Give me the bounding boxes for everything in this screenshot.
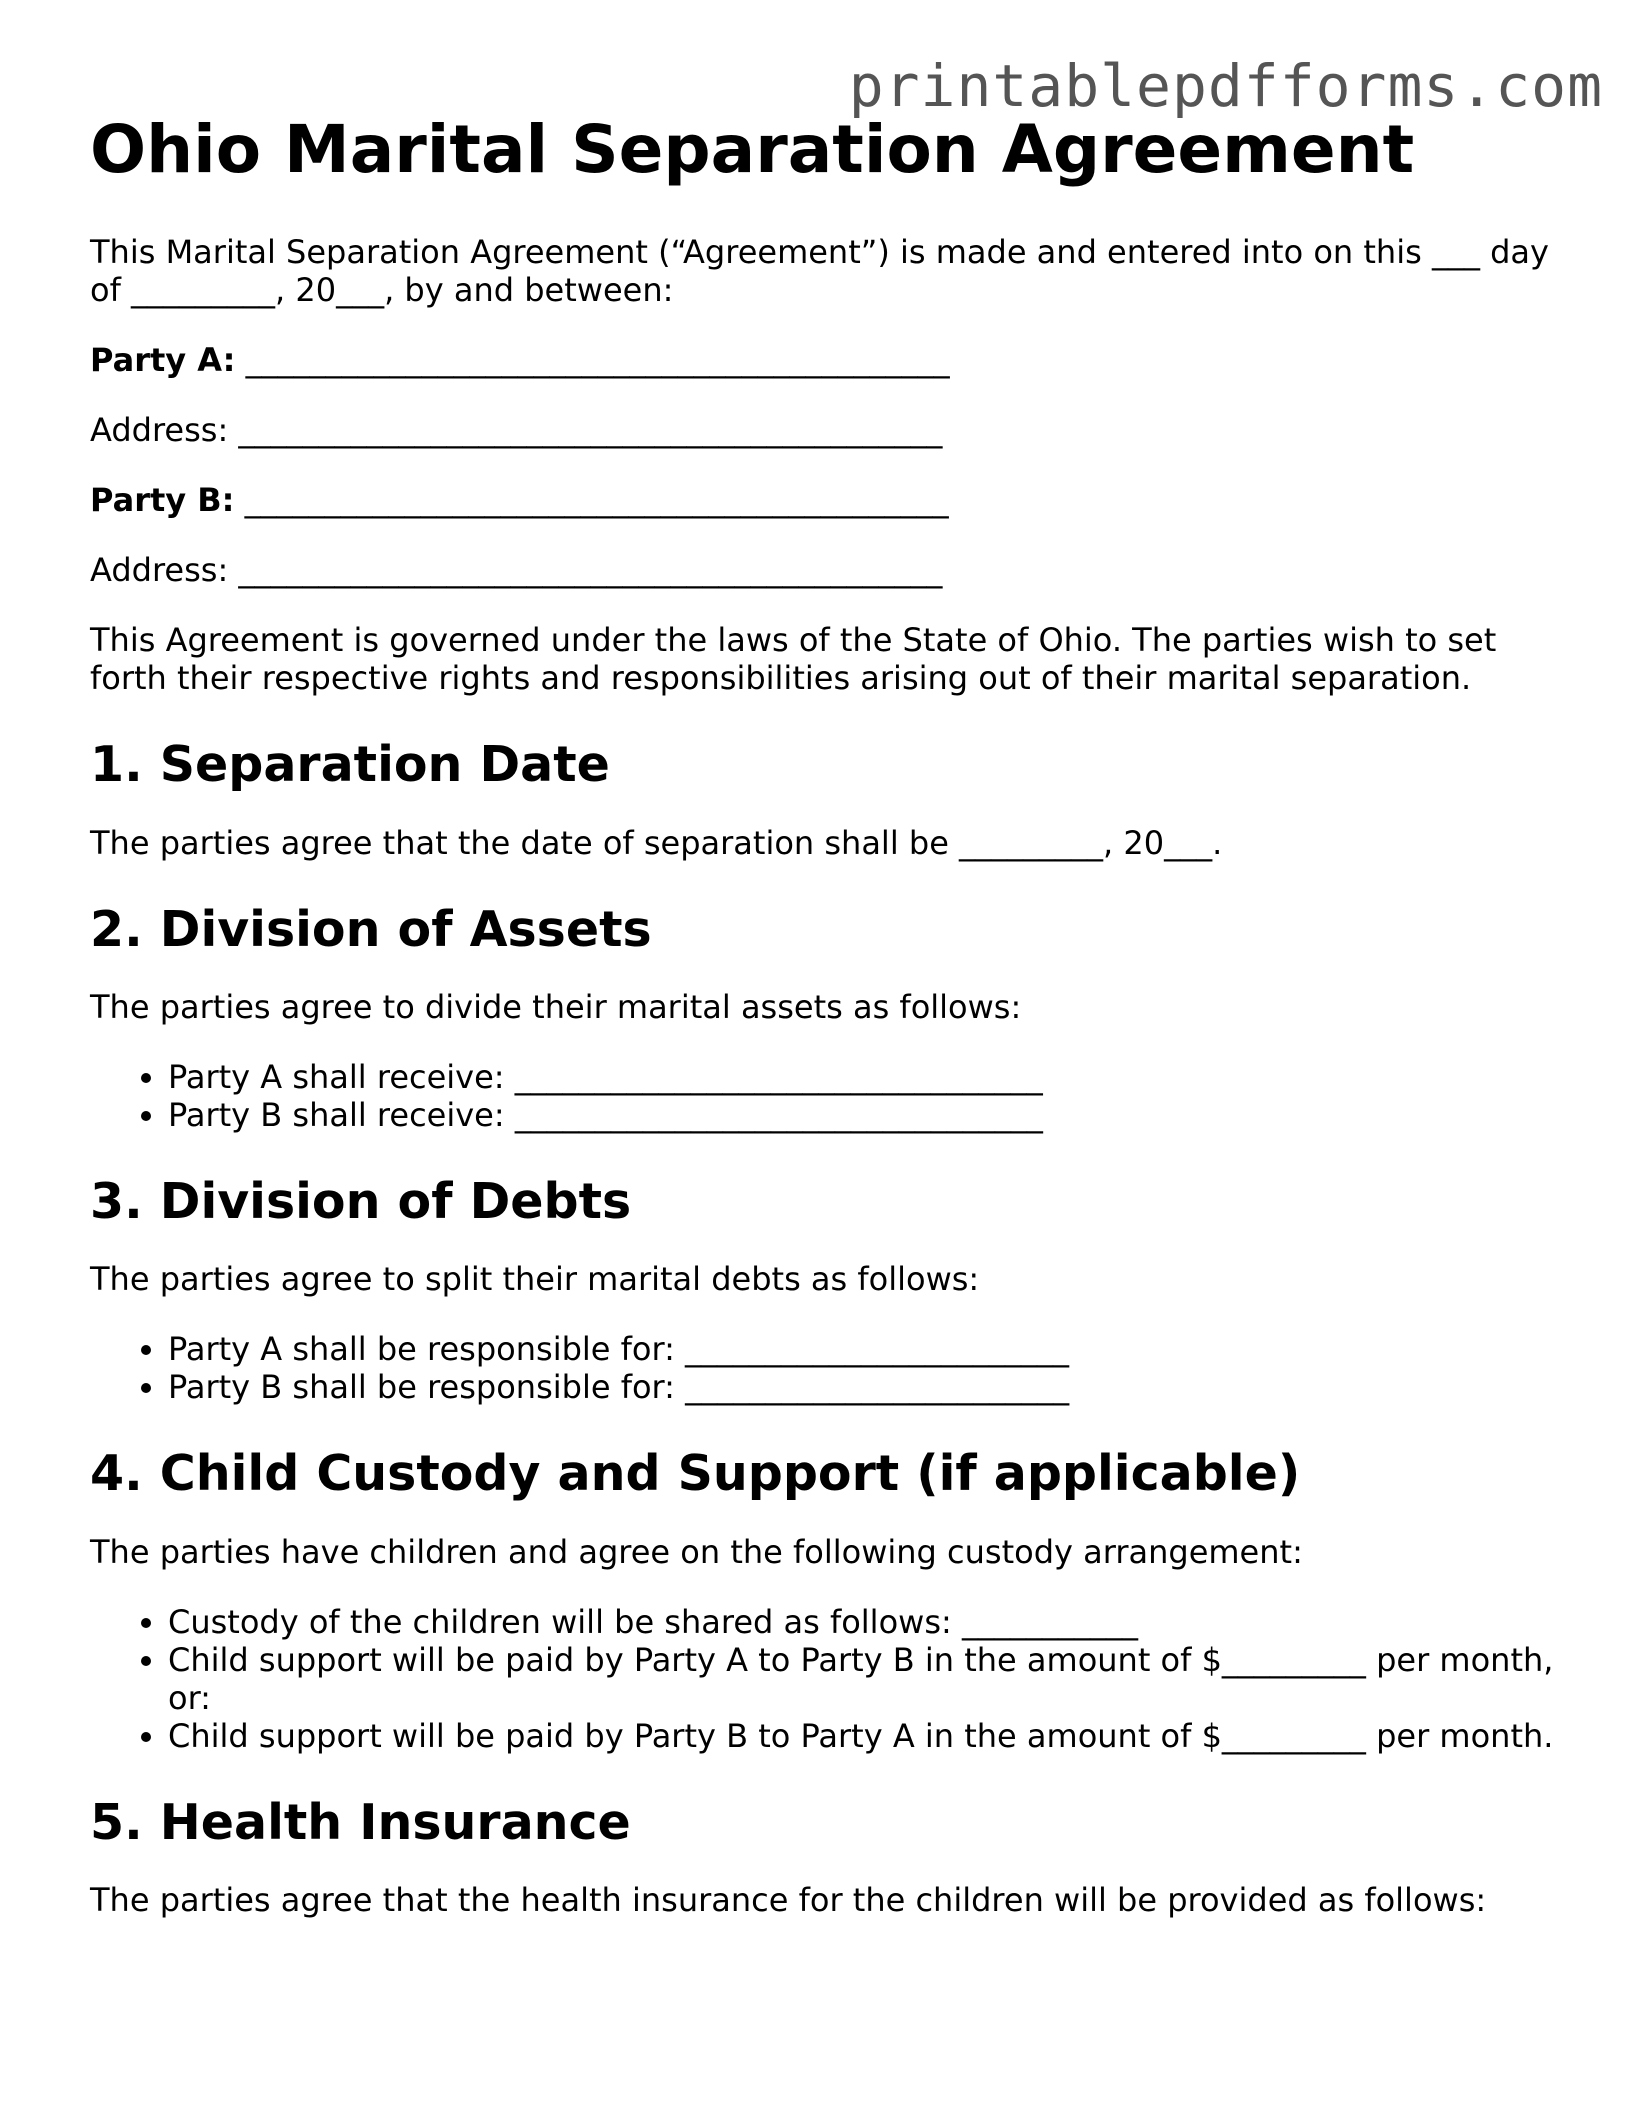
assets-list xyxy=(90,1058,1560,1134)
section-heading: 4. Child Custody and Support (if applicable) xyxy=(90,1445,1301,1503)
section-text: The parties agree that the date of separation shall be _________, 20___. xyxy=(90,823,1223,862)
intro-paragraph: This Marital Separation Agreement (“Agreement”) is made and entered into on this ___ day of _________, 20___, by and between: xyxy=(90,233,1549,310)
party-b-address-label: Address: xyxy=(90,551,229,590)
section-heading: 1. Separation Date xyxy=(90,736,610,794)
list-item: • Party B shall receive: _________________________________ xyxy=(168,1096,1560,1134)
section-health-insurance xyxy=(90,1795,1560,1919)
section-child-custody xyxy=(90,1446,1560,1754)
section-text: The parties agree to divide their marital assets as follows: xyxy=(90,987,1022,1026)
list-item: • Child support will be paid by Party B to Party A in the amount of $_________ per month. xyxy=(168,1717,1560,1755)
section-separation-date xyxy=(90,737,1560,861)
parties-block xyxy=(90,341,1560,589)
section-heading: 3. Division of Debts xyxy=(90,1172,632,1230)
list-item: • Child support will be paid by Party A to Party B in the amount of $_________ per month, or: xyxy=(168,1641,1560,1717)
custody-list xyxy=(90,1603,1560,1755)
party-a-address-blank: ____________________________________________ xyxy=(228,411,943,450)
party-a-address-line xyxy=(90,411,1560,449)
party-a-label: Party A: xyxy=(90,341,236,380)
section-text: The parties agree to split their marital debts as follows: xyxy=(90,1260,980,1299)
document-title: Ohio Marital Separation Agreement xyxy=(90,111,1415,188)
debts-list xyxy=(90,1330,1560,1406)
document-page xyxy=(90,110,1560,1951)
watermark: printablepdfforms.com xyxy=(848,52,1603,120)
list-item: • Party B shall be responsible for: ________________________ xyxy=(168,1368,1560,1406)
list-item: • Custody of the children will be shared as follows: ___________ xyxy=(168,1603,1560,1641)
party-b-line xyxy=(90,481,1560,519)
governing-law-paragraph: This Agreement is governed under the laws of the State of Ohio. The parties wish to set forth their respective rights and responsibilities arising out of their marital separation. xyxy=(90,621,1497,698)
section-division-of-debts xyxy=(90,1174,1560,1406)
section-heading: 5. Health Insurance xyxy=(90,1793,631,1851)
party-b-address-blank: ____________________________________________ xyxy=(228,551,943,590)
party-a-line xyxy=(90,341,1560,379)
section-heading: 2. Division of Assets xyxy=(90,900,652,958)
party-b-blank: ____________________________________________ xyxy=(234,481,949,520)
section-text: The parties have children and agree on the following custody arrangement: xyxy=(90,1532,1303,1571)
party-b-label: Party B: xyxy=(90,481,235,520)
party-a-address-label: Address: xyxy=(90,411,229,450)
list-item: • Party A shall receive: _________________________________ xyxy=(168,1058,1560,1096)
list-item: • Party A shall be responsible for: ________________________ xyxy=(168,1330,1560,1368)
party-b-address-line xyxy=(90,551,1560,589)
section-division-of-assets xyxy=(90,902,1560,1134)
party-a-blank: ____________________________________________ xyxy=(235,341,950,380)
section-text: The parties agree that the health insurance for the children will be provided as follows: xyxy=(90,1880,1487,1919)
